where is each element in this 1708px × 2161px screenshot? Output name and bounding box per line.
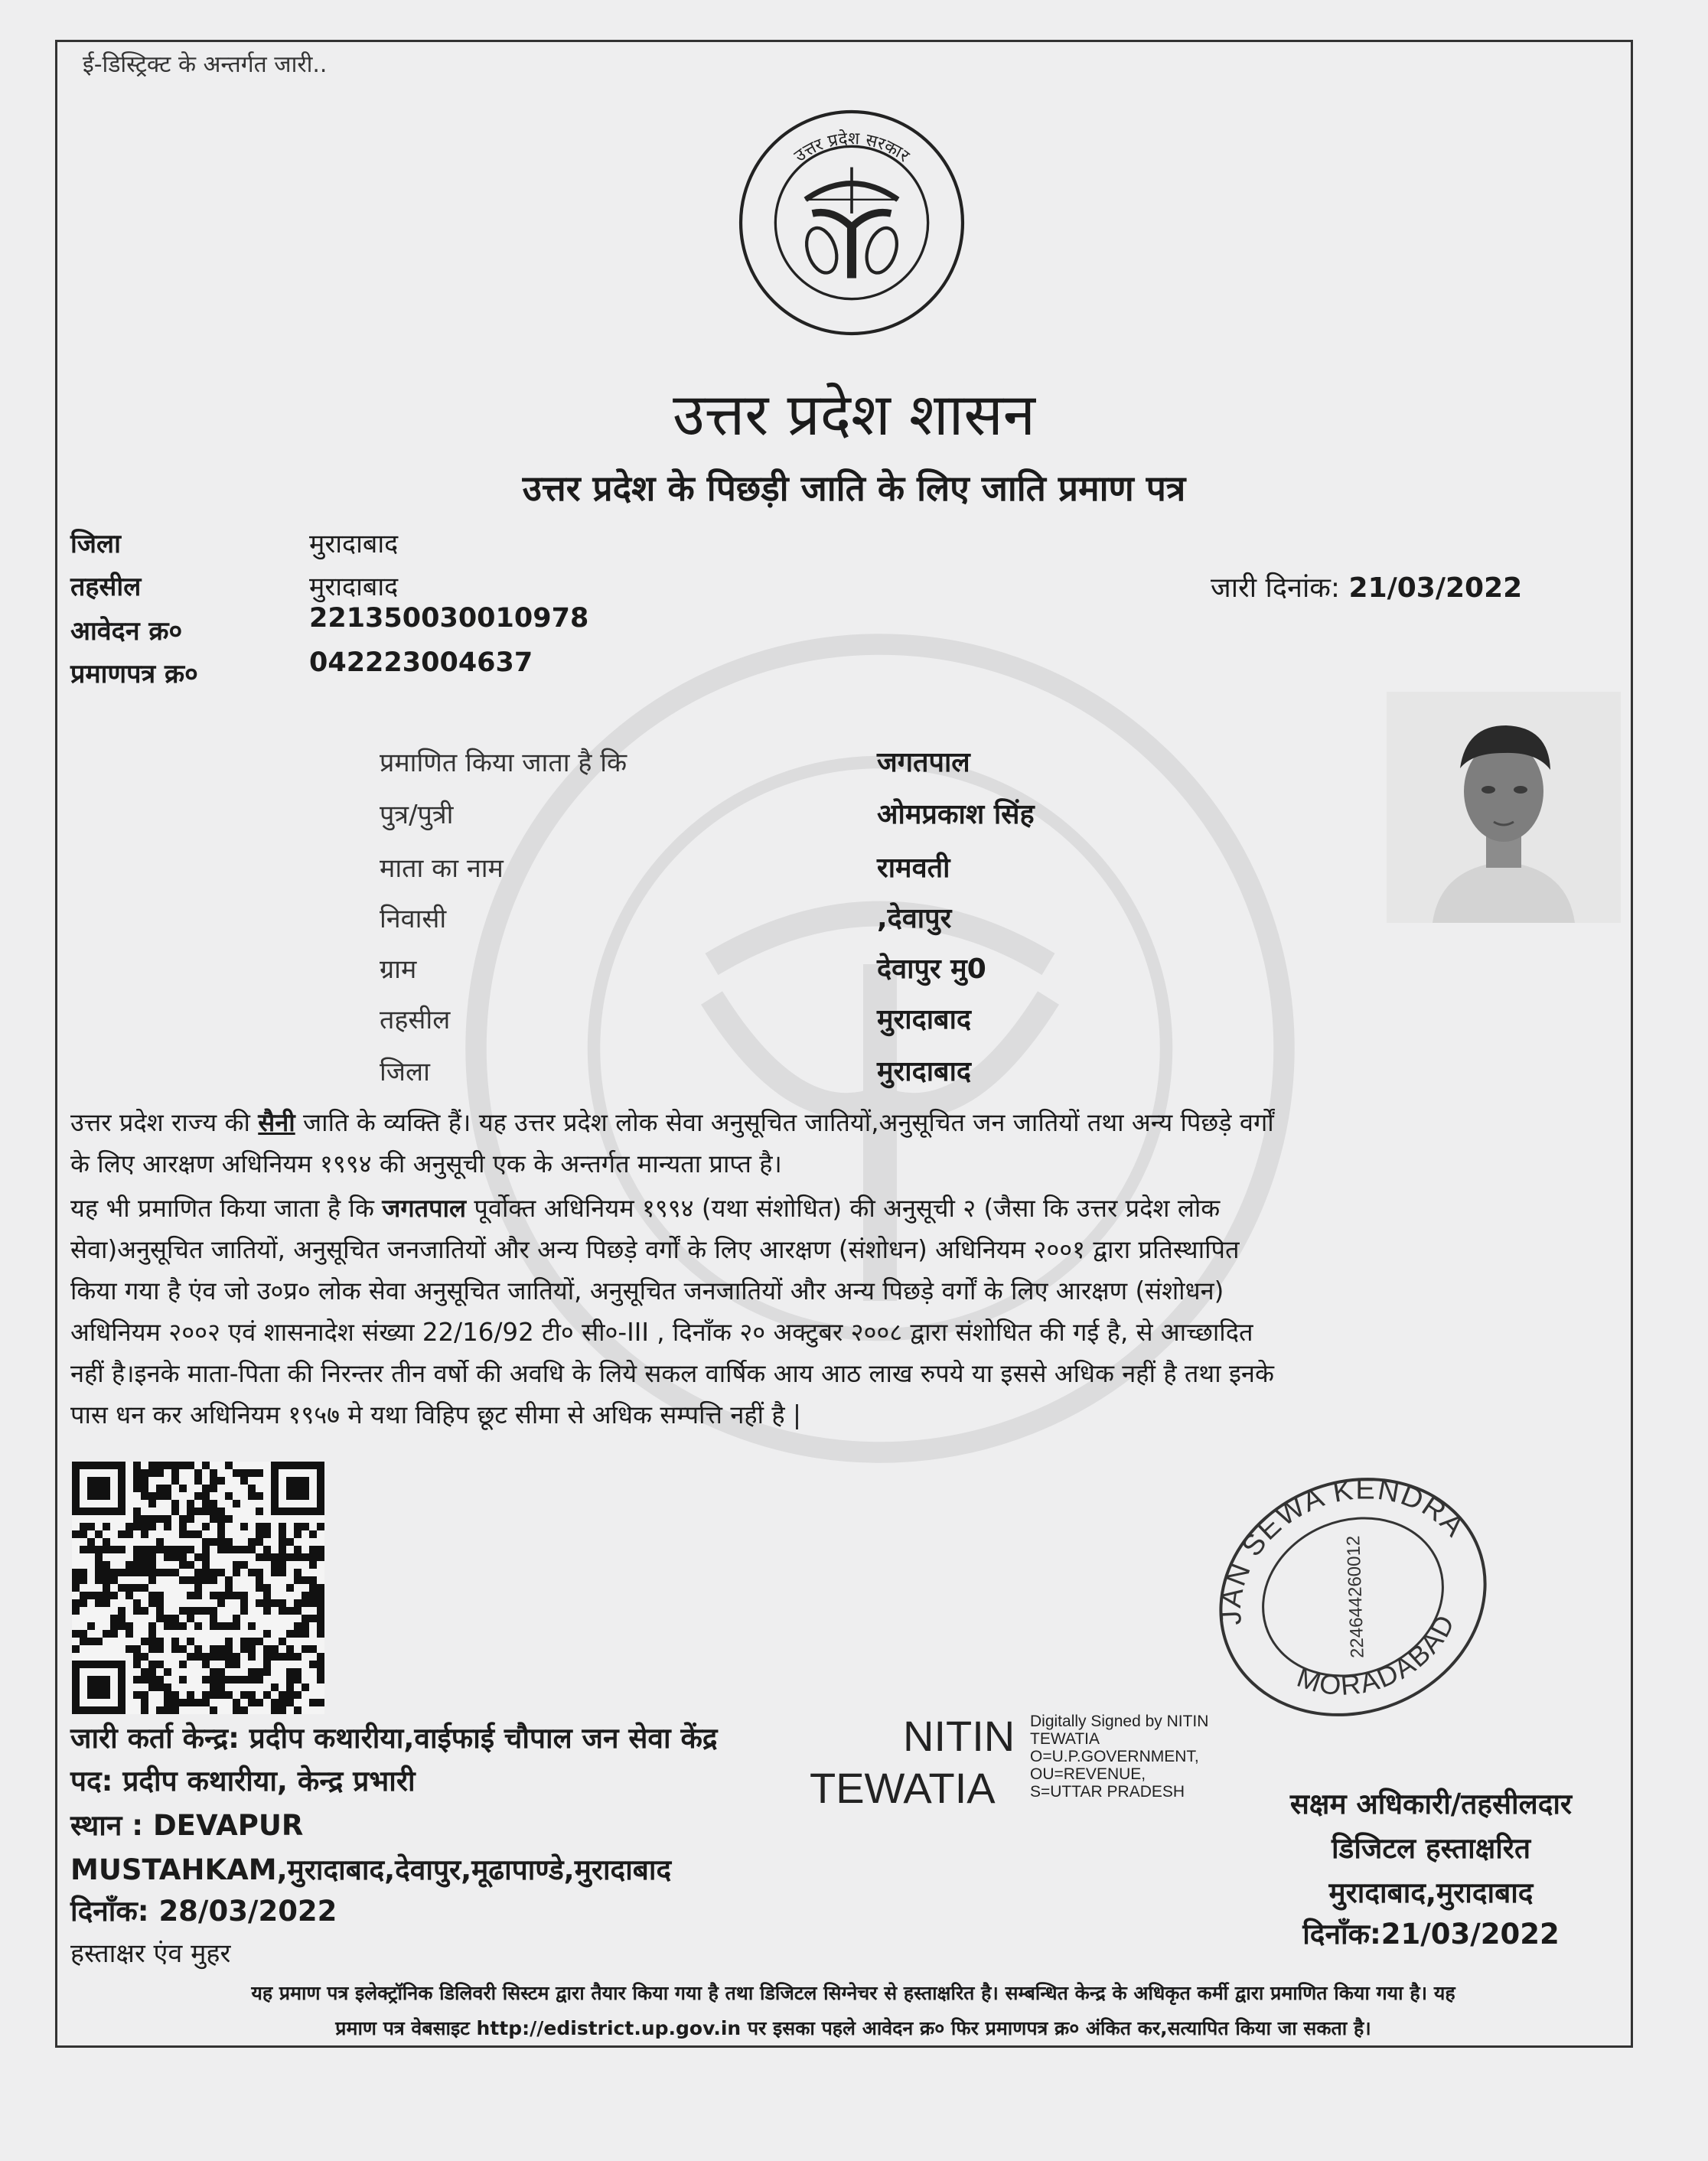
- tehsil-value: मुरादाबाद: [309, 572, 399, 602]
- tehsil-label: तहसील: [70, 572, 142, 602]
- issuer-post: पद: प्रदीप कथारीया, केन्द्र प्रभारी: [70, 1765, 416, 1798]
- stamp-code: 224644260012: [1343, 1535, 1368, 1659]
- village-value: देवापुर मु0: [877, 953, 986, 985]
- resident-value: ,देवापुर: [877, 903, 952, 934]
- authority-title: सक्षम अधिकारी/तहसीलदार: [1289, 1788, 1573, 1820]
- stamp-text-bottom: MORADABAD: [1292, 1609, 1462, 1702]
- p2-line-4: अधिनियम २००२ एवं शासनादेश संख्या 22/16/92 टी० सी०-III , दिनाँक २० अक्टुबर २००८ द्वारा संशोधित की गई है, से आच्छादित: [70, 1318, 1253, 1347]
- issuing-centre: जारी कर्ता केन्द्र: प्रदीप कथारीया,वाईफाई चौपाल जन सेवा केंद्र: [70, 1722, 718, 1755]
- village-label: ग्राम: [380, 954, 417, 985]
- signature-line-2: TEWATIA: [1030, 1730, 1100, 1748]
- mother-name: रामवती: [877, 852, 950, 884]
- signature-line-4: OU=REVENUE,: [1030, 1765, 1146, 1783]
- certified-label: प्रमाणित किया जाता है कि: [380, 748, 627, 778]
- p1-text-a: उत्तर प्रदेश राज्य की: [70, 1108, 259, 1137]
- p2-text-a: यह भी प्रमाणित किया जाता है कि: [70, 1194, 383, 1223]
- p1-line-2: के लिए आरक्षण अधिनियम १९९४ की अनुसूची एक के अन्तर्गत मान्यता प्राप्त है।: [70, 1149, 782, 1178]
- p1-text-b: जाति के व्यक्ति हैं। यह उत्तर प्रदेश लोक सेवा अनुसूचित जातियों,अनुसूचित जन जातियों तथा अन्य पिछड़े वर्गों: [295, 1108, 1274, 1137]
- issuer-place-1: स्थान : DEVAPUR: [70, 1809, 304, 1842]
- footer-line-1: यह प्रमाण पत्र इलेक्ट्रॉनिक डिलिवरी सिस्टम द्वारा तैयार किया गया है तथा डिजिटल सिग्नेचर से हस्ताक्षरित है। सम्बन्धित केन्द्र के अधिकृत कर्मी द्वारा प्रमाणित किया गया है। यह: [251, 1982, 1455, 2004]
- p2-text-b: पूर्वोक्त अधिनियम १९९४ (यथा संशोधित) की अनुसूची २ (जैसा कि उत्तर प्रदेश लोक: [466, 1194, 1221, 1223]
- signature-details: [1030, 1713, 1208, 1801]
- district-value: मुरादाबाद: [309, 529, 399, 559]
- person-tehsil-label: तहसील: [380, 1005, 451, 1035]
- paragraph-caste: [70, 1102, 1601, 1185]
- qr-code: [72, 1462, 324, 1714]
- mother-label: माता का नाम: [380, 853, 504, 884]
- issue-date-value: 21/03/2022: [1348, 572, 1523, 604]
- signature-line-1: Digitally Signed by NITIN: [1030, 1713, 1209, 1730]
- application-no-label: आवेदन क्र०: [70, 616, 183, 647]
- child-of-label: पुत्र/पुत्री: [380, 800, 454, 830]
- page-subtitle: उत्तर प्रदेश के पिछड़ी जाति के लिए जाति प्रमाण पत्र: [522, 468, 1186, 509]
- authority-date: दिनाँक:21/03/2022: [1302, 1918, 1560, 1951]
- jan-sewa-kendra-stamp: [1206, 1468, 1500, 1726]
- person-district-value: मुरादाबाद: [877, 1056, 972, 1087]
- signature-line-3: O=U.P.GOVERNMENT,: [1030, 1748, 1199, 1765]
- signature-line-5: S=UTTAR PRADESH: [1030, 1783, 1185, 1801]
- applicant-photo: [1387, 692, 1621, 923]
- p2-line-5: नहीं है।इनके माता-पिता की निरन्तर तीन वर्षो की अवधि के लिये सकल वार्षिक आय आठ लाख रुपये या इससे अधिक नहीं है तथा इनके: [70, 1359, 1274, 1388]
- issue-date: [1211, 568, 1522, 605]
- up-government-emblem: [736, 107, 967, 338]
- certificate-no-value: 042223004637: [309, 647, 533, 678]
- svg-text:उत्तर प्रदेश सरकार: [790, 129, 914, 166]
- paragraph-schedule: [70, 1188, 1601, 1436]
- father-name: ओमप्रकाश सिंह: [877, 799, 1035, 830]
- caste-name: सैनी: [258, 1108, 295, 1137]
- p2-person-name: जगतपाल: [382, 1194, 467, 1223]
- emblem-text: उत्तर प्रदेश सरकार: [790, 129, 914, 167]
- page-title: उत्तर प्रदेश शासन: [673, 380, 1035, 448]
- signer-name-1: NITIN: [903, 1712, 1015, 1760]
- authority-place: मुरादाबाद,मुरादाबाद: [1328, 1876, 1534, 1909]
- sign-and-seal: हस्ताक्षर एंव मुहर: [70, 1938, 231, 1969]
- resident-label: निवासी: [380, 904, 447, 934]
- signer-name-2: TEWATIA: [810, 1764, 996, 1812]
- footer-line-2: प्रमाण पत्र वेबसाइट http://edistrict.up.gov.in पर इसका पहले आवेदन क्र० फिर प्रमाणपत्र क्र० अंकित कर,सत्यापित किया जा सकता है।: [335, 2017, 1371, 2039]
- issue-date-label: जारी दिनांक:: [1211, 572, 1341, 604]
- certificate-no-label: प्रमाणपत्र क्र०: [70, 659, 198, 689]
- person-district-label: जिला: [380, 1057, 430, 1087]
- footer-note: [61, 1976, 1645, 2046]
- authority-signed: डिजिटल हस्ताक्षरित: [1331, 1832, 1531, 1865]
- p2-line-2: सेवा)अनुसूचित जातियों, अनुसूचित जनजातियों और अन्य पिछड़े वर्गों के लिए आरक्षण (संशोधन) अधिनियम २००१ द्वारा प्रतिस्थापित: [70, 1235, 1240, 1264]
- certified-name: जगतपाल: [877, 747, 970, 778]
- application-no-value: 221350030010978: [309, 603, 589, 634]
- svg-text:MORADABAD: [1284, 1601, 1475, 1725]
- issuer-place-2: MUSTAHKAM,मुरादाबाद,देवापुर,मूढापाण्डे,मुरादाबाद: [70, 1853, 672, 1886]
- header-note: ई-डिस्ट्रिक्ट के अन्तर्गत जारी..: [83, 51, 328, 78]
- person-tehsil-value: मुरादाबाद: [877, 1004, 972, 1035]
- p2-line-6: पास धन कर अधिनियम १९५७ मे यथा विहिप छूट सीमा से अधिक सम्पत्ति नहीं है |: [70, 1400, 801, 1429]
- issuer-date: दिनाँक: 28/03/2022: [70, 1895, 337, 1928]
- p2-line-3: किया गया है एंव जो उ०प्र० लोक सेवा अनुसूचित जातियों, अनुसूचित जनजातियों और अन्य पिछड़े वर्गों के लिए आरक्षण (संशोधन): [70, 1276, 1224, 1305]
- district-label: जिला: [70, 529, 121, 559]
- stamp-text-top: JAN SEWA KENDRA: [1214, 1473, 1472, 1626]
